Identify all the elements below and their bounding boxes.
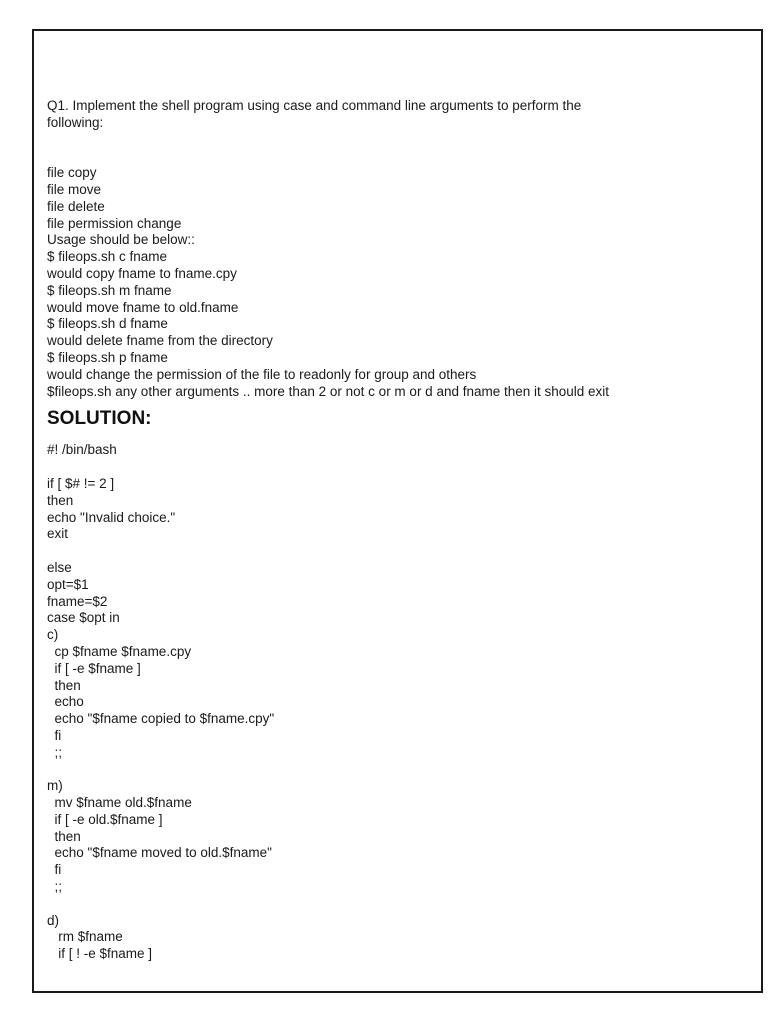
code-line: if [ -e $fname ] — [47, 660, 141, 676]
task-line: file permission change — [47, 215, 182, 231]
code-line: fi — [47, 862, 62, 878]
document-content — [47, 98, 751, 963]
code-line: d) — [47, 912, 60, 928]
code-line: if [ -e old.$fname ] — [47, 811, 163, 827]
task-line: $ fileops.sh m fname — [47, 282, 172, 298]
task-line: $ fileops.sh p fname — [47, 349, 168, 365]
code-line: cp $fname $fname.cpy — [47, 643, 192, 659]
question-paragraph — [47, 98, 751, 132]
task-line: Usage should be below:: — [47, 232, 195, 248]
spacer — [47, 132, 751, 149]
question-line: Q1. Implement the shell program using case and command line arguments to perform the — [47, 98, 582, 113]
document-page — [32, 29, 763, 993]
code-line — [47, 459, 751, 476]
code-line: ;; — [47, 879, 63, 895]
code-block — [47, 442, 751, 963]
code-line — [47, 543, 751, 560]
task-line: $fileops.sh any other arguments .. more than 2 or not c or m or d and fname then it should exit — [47, 383, 610, 399]
code-line: rm $fname — [47, 929, 123, 945]
code-line: if [ $# != 2 ] — [47, 475, 115, 491]
code-line: case $opt in — [47, 610, 120, 626]
task-list — [47, 165, 751, 400]
code-line: then — [47, 828, 81, 844]
task-line: would move fname to old.fname — [47, 299, 239, 315]
task-line: $ fileops.sh c fname — [47, 249, 168, 265]
task-line: file copy — [47, 165, 97, 181]
code-line: m) — [47, 778, 63, 794]
code-line: echo "$fname moved to old.$fname" — [47, 845, 272, 861]
task-line: would change the permission of the file to readonly for group and others — [47, 366, 477, 382]
solution-heading: SOLUTION: — [47, 408, 152, 430]
code-line: if [ ! -e $fname ] — [47, 946, 153, 962]
question-line: following: — [47, 114, 104, 130]
code-line — [47, 896, 751, 913]
code-line: #! /bin/bash — [47, 442, 117, 458]
code-line: echo "$fname copied to $fname.cpy" — [47, 711, 275, 727]
code-line: then — [47, 677, 81, 693]
code-line: else — [47, 559, 72, 575]
code-line: mv $fname old.$fname — [47, 795, 192, 811]
spacer — [47, 148, 751, 165]
code-line: opt=$1 — [47, 576, 89, 592]
code-line: fname=$2 — [47, 593, 108, 609]
task-line: would delete fname from the directory — [47, 333, 273, 349]
task-line: file move — [47, 181, 102, 197]
code-line — [47, 761, 751, 778]
code-line: c) — [47, 627, 59, 643]
code-line: exit — [47, 526, 69, 542]
task-line: $ fileops.sh d fname — [47, 316, 168, 332]
code-line: echo "Invalid choice." — [47, 509, 176, 525]
code-line: fi — [47, 727, 62, 743]
code-line: ;; — [47, 744, 63, 760]
code-line: echo — [47, 694, 84, 710]
task-line: file delete — [47, 198, 105, 214]
task-line: would copy fname to fname.cpy — [47, 265, 237, 281]
code-line: then — [47, 492, 74, 508]
